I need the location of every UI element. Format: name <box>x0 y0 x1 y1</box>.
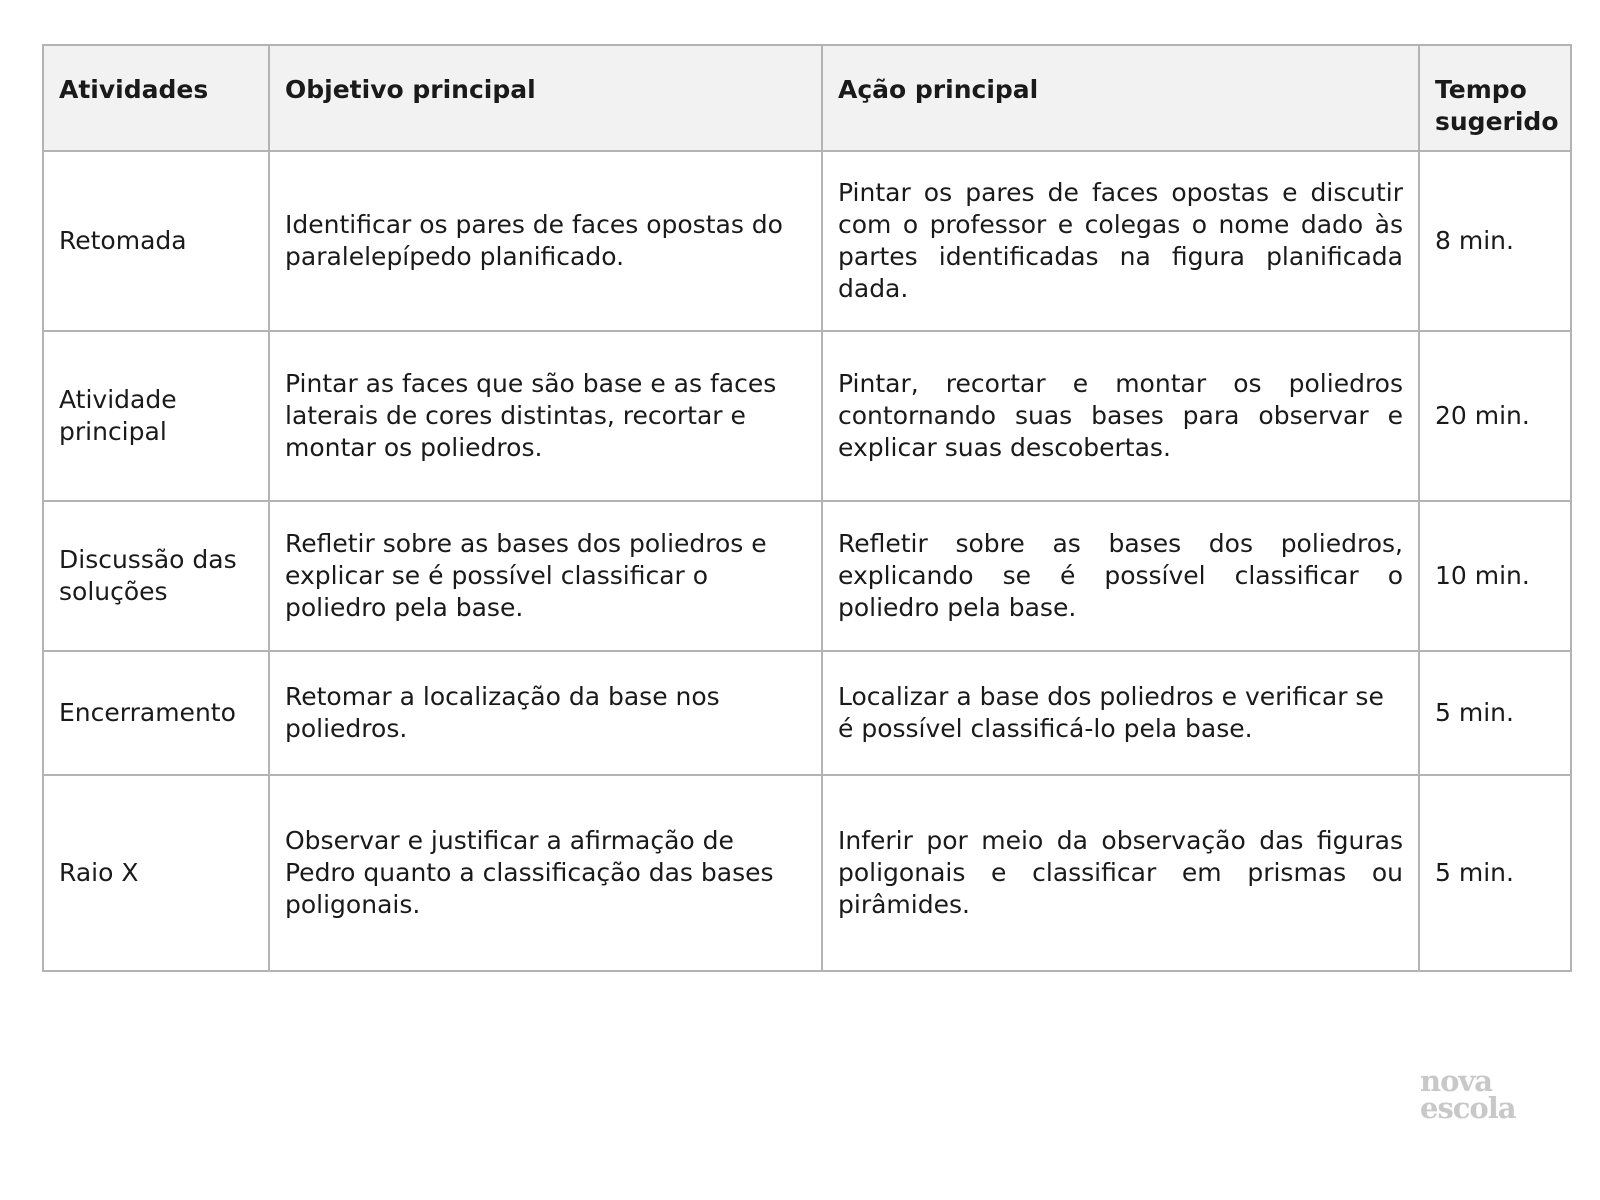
cell-acao: Pintar os pares de faces opostas e discutir com o professor e colegas o nome dado às partes identificadas na figura planificada dada. <box>822 151 1419 331</box>
table-row <box>43 501 1571 651</box>
logo-line-escola: escola <box>1420 1091 1516 1125</box>
cell-objetivo: Observar e justificar a afirmação de Pedro quanto a classificação das bases poligonais. <box>269 775 822 971</box>
table-row <box>43 651 1571 775</box>
cell-acao: Refletir sobre as bases dos poliedros, explicando se é possível classificar o poliedro pela base. <box>822 501 1419 651</box>
lesson-plan-table <box>42 44 1572 972</box>
table-header-row <box>43 45 1571 151</box>
cell-objetivo: Retomar a localização da base nos poliedros. <box>269 651 822 775</box>
cell-atividade: Retomada <box>43 151 269 331</box>
cell-atividade: Encerramento <box>43 651 269 775</box>
logo-line-nova: nova <box>1420 1064 1493 1098</box>
table-row <box>43 331 1571 501</box>
cell-atividade: Discussão das soluções <box>43 501 269 651</box>
cell-atividade: Raio X <box>43 775 269 971</box>
cell-acao: Localizar a base dos poliedros e verificar se é possível classificá-lo pela base. <box>822 651 1419 775</box>
cell-tempo: 20 min. <box>1419 331 1571 501</box>
header-acao-principal: Ação principal <box>822 45 1419 151</box>
cell-tempo: 5 min. <box>1419 775 1571 971</box>
cell-objetivo: Pintar as faces que são base e as faces laterais de cores distintas, recortar e montar os poliedros. <box>269 331 822 501</box>
cell-objetivo: Refletir sobre as bases dos poliedros e explicar se é possível classificar o poliedro pela base. <box>269 501 822 651</box>
table-row <box>43 151 1571 331</box>
cell-atividade: Atividade principal <box>43 331 269 501</box>
cell-acao: Pintar, recortar e montar os poliedros contornando suas bases para observar e explicar suas descobertas. <box>822 331 1419 501</box>
header-objetivo-principal: Objetivo principal <box>269 45 822 151</box>
cell-tempo: 10 min. <box>1419 501 1571 651</box>
cell-objetivo: Identificar os pares de faces opostas do paralelepípedo planificado. <box>269 151 822 331</box>
header-atividades: Atividades <box>43 45 269 151</box>
cell-tempo: 8 min. <box>1419 151 1571 331</box>
nova-escola-logo <box>1420 1064 1540 1125</box>
header-tempo-sugerido: Tempo sugerido <box>1419 45 1571 151</box>
cell-acao: Inferir por meio da observação das figuras poligonais e classificar em prismas ou pirâmides. <box>822 775 1419 971</box>
cell-tempo: 5 min. <box>1419 651 1571 775</box>
table-row <box>43 775 1571 971</box>
